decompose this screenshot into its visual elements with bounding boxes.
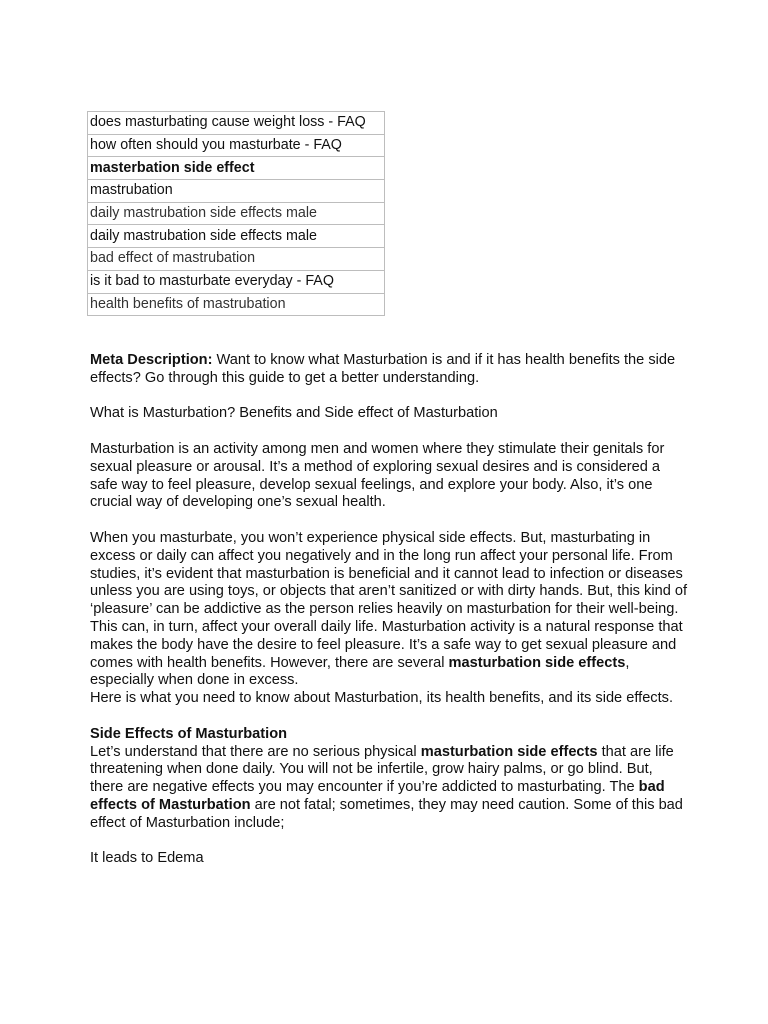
keyword-cell: daily mastrubation side effects male bbox=[88, 202, 385, 225]
table-row bbox=[88, 248, 385, 271]
table-row bbox=[88, 202, 385, 225]
bold-keyword: masturbation side effects bbox=[448, 654, 626, 671]
section-heading bbox=[90, 726, 690, 744]
keyword-table bbox=[87, 111, 385, 316]
document-body bbox=[90, 352, 690, 886]
keyword-cell: health benefits of mastrubation bbox=[88, 293, 385, 316]
table-row bbox=[88, 112, 385, 135]
table-row bbox=[88, 225, 385, 248]
keyword-cell: bad effect of mastrubation bbox=[88, 248, 385, 271]
article-title: What is Masturbation? Benefits and Side effect of Masturbation bbox=[90, 405, 498, 422]
paragraph-side-effects-detail bbox=[90, 744, 690, 833]
keyword-cell: does masturbating cause weight loss - FAQ bbox=[88, 112, 385, 135]
table-row bbox=[88, 157, 385, 180]
paragraph-text: that are life threatening when done daily. You will not be infertile, grow hairy palms, or go blind. But, there are negative effects you may encounter if you’re addicted to masturbating. The bbox=[90, 743, 674, 796]
section-heading-text: Side Effects of Masturbation bbox=[90, 725, 288, 742]
paragraph-text: are not fatal; sometimes, they may need caution. Some of this bad effect of Masturbation include; bbox=[90, 796, 683, 831]
paragraph-text: , especially when done in excess. bbox=[90, 654, 630, 689]
table-row bbox=[88, 180, 385, 203]
meta-description bbox=[90, 352, 690, 388]
table-row bbox=[88, 293, 385, 316]
bold-keyword: masturbation side effects bbox=[420, 743, 598, 760]
keyword-cell: is it bad to masturbate everyday - FAQ bbox=[88, 270, 385, 293]
paragraph-text: When you masturbate, you won’t experience physical side effects. But, masturbating in excess or daily can affect you negatively and in the long run affect your personal life. From studies, it’s evident that masturbation is beneficial and it cannot lead to infection or diseases unless you are using toys, or objects that aren’t sanitized or with dirty hands. But, this kind of ‘pleasure’ can be addictive as the person relies heavily on masturbation for their well-being. This can, in turn, affect your overall daily life. Masturbation activity is a natural response that makes the body have the desire to feel pleasure. It’s a safe way to get sexual pleasure and comes with health benefits. However, there are several bbox=[90, 529, 688, 671]
subsection-line: It leads to Edema bbox=[90, 850, 204, 867]
keyword-cell: mastrubation bbox=[88, 180, 385, 203]
keyword-cell: daily mastrubation side effects male bbox=[88, 225, 385, 248]
table-row bbox=[88, 134, 385, 157]
paragraph-intro: Masturbation is an activity among men and women where they stimulate their genitals for sexual pleasure or arousal. It’s a method of exploring sexual desires and is considered a safe way to feel pleasure, develop sexual feelings, and explore your body. Also, it’s one crucial way of developing one’s sexual health. bbox=[90, 440, 665, 511]
keyword-cell: how often should you masturbate - FAQ bbox=[88, 134, 385, 157]
paragraph-side-effects-overview bbox=[90, 530, 690, 690]
paragraph-text: Let’s understand that there are no serious physical bbox=[90, 743, 421, 760]
table-row bbox=[88, 270, 385, 293]
meta-label: Meta Description: bbox=[90, 352, 213, 368]
keyword-cell: masterbation side effect bbox=[88, 157, 385, 180]
bold-keyword: bad effects of Masturbation bbox=[90, 779, 665, 813]
meta-text: Want to know what Masturbation is and if it has health benefits the side effects? Go through this guide to get a better understanding. bbox=[90, 352, 676, 386]
paragraph-guide-note: Here is what you need to know about Masturbation, its health benefits, and its side effects. bbox=[90, 690, 674, 707]
